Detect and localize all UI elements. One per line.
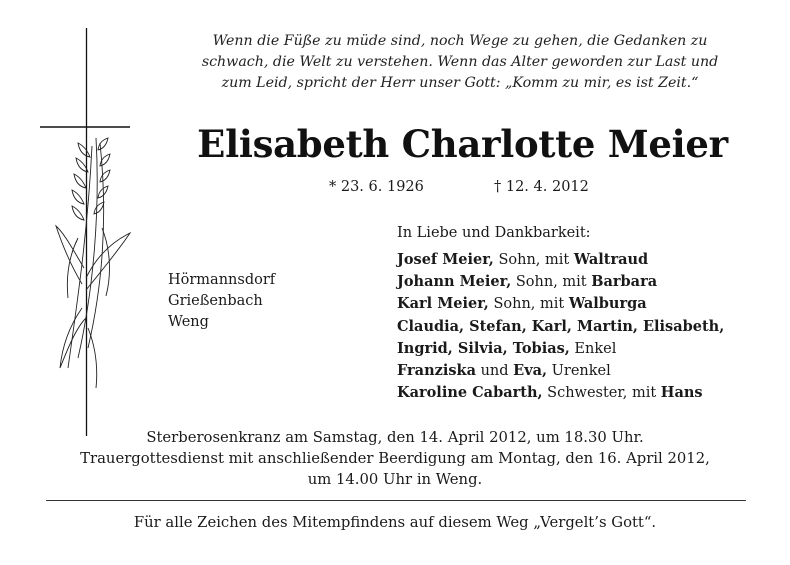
quote-verse <box>150 31 770 94</box>
service-info <box>20 427 770 490</box>
mourner-name: Franziska <box>397 362 476 380</box>
mourner-name: Karoline Cabarth, <box>397 384 543 402</box>
mourning-intro: In Liebe und Dankbarkeit: <box>397 225 591 241</box>
mourner-relation: Schwester, mit <box>542 385 661 402</box>
mourner-relation: und <box>475 363 514 380</box>
service-line: Trauergottesdienst mit anschließender Beerdigung am Montag, den 16. April 2012, <box>80 450 710 467</box>
mourner-relation: Sohn, mit <box>493 252 574 268</box>
service-line: Sterberosenkranz am Samstag, den 14. April 2012, um 18.30 Uhr. <box>146 429 644 446</box>
deceased-name: Elisabeth Charlotte Meier <box>197 122 728 166</box>
mourner-relation: Urenkel <box>547 363 611 380</box>
mourner-relation: Enkel <box>569 340 617 357</box>
mourner-name: Josef Meier, <box>397 251 494 268</box>
quote-line: schwach, die Welt zu verstehen. Wenn das Alter geworden zur Last und <box>201 54 719 70</box>
quote-line: zum Leid, spricht der Herr unser Gott: „Komm zu mir, es ist Zeit.“ <box>221 75 699 91</box>
mourner-name: Barbara <box>591 273 658 291</box>
divider <box>46 500 746 501</box>
quote-line: Wenn die Füße zu müde sind, noch Wege zu gehen, die Gedanken zu <box>212 33 708 49</box>
mourner-name: Ingrid, Silvia, Tobias, <box>397 339 570 357</box>
mourner-row <box>397 249 724 271</box>
mourner-row <box>397 271 724 293</box>
birth-date: * 23. 6. 1926 <box>329 179 424 195</box>
mourner-row <box>397 360 724 382</box>
mourners-list <box>397 249 724 404</box>
mourner-row <box>397 338 724 360</box>
mourner-name: Waltraud <box>573 251 649 268</box>
cross-with-wheat-icon <box>38 28 134 438</box>
thanks-line: Für alle Zeichen des Mitempfindens auf diesem Weg „Vergelt’s Gott“. <box>133 514 657 531</box>
mourner-name: Johann Meier, <box>397 273 512 291</box>
mourner-name: Walburga <box>568 295 647 313</box>
mourner-relation: Sohn, mit <box>511 274 592 291</box>
mourner-relation: Sohn, mit <box>488 296 569 313</box>
mourner-name: Claudia, Stefan, Karl, Martin, Elisabeth, <box>397 317 725 335</box>
places-list <box>168 270 275 333</box>
service-line: um 14.00 Uhr in Weng. <box>307 471 483 488</box>
mourner-name: Hans <box>660 384 703 402</box>
mourner-row <box>397 316 724 338</box>
mourner-row <box>397 293 724 315</box>
mourner-row <box>397 382 724 404</box>
mourner-name: Eva, <box>513 362 548 380</box>
place-item: Hörmannsdorf <box>168 272 276 288</box>
place-item: Weng <box>168 314 209 330</box>
death-date: † 12. 4. 2012 <box>494 179 589 195</box>
place-item: Grießenbach <box>168 293 263 309</box>
mourner-name: Karl Meier, <box>397 295 489 313</box>
